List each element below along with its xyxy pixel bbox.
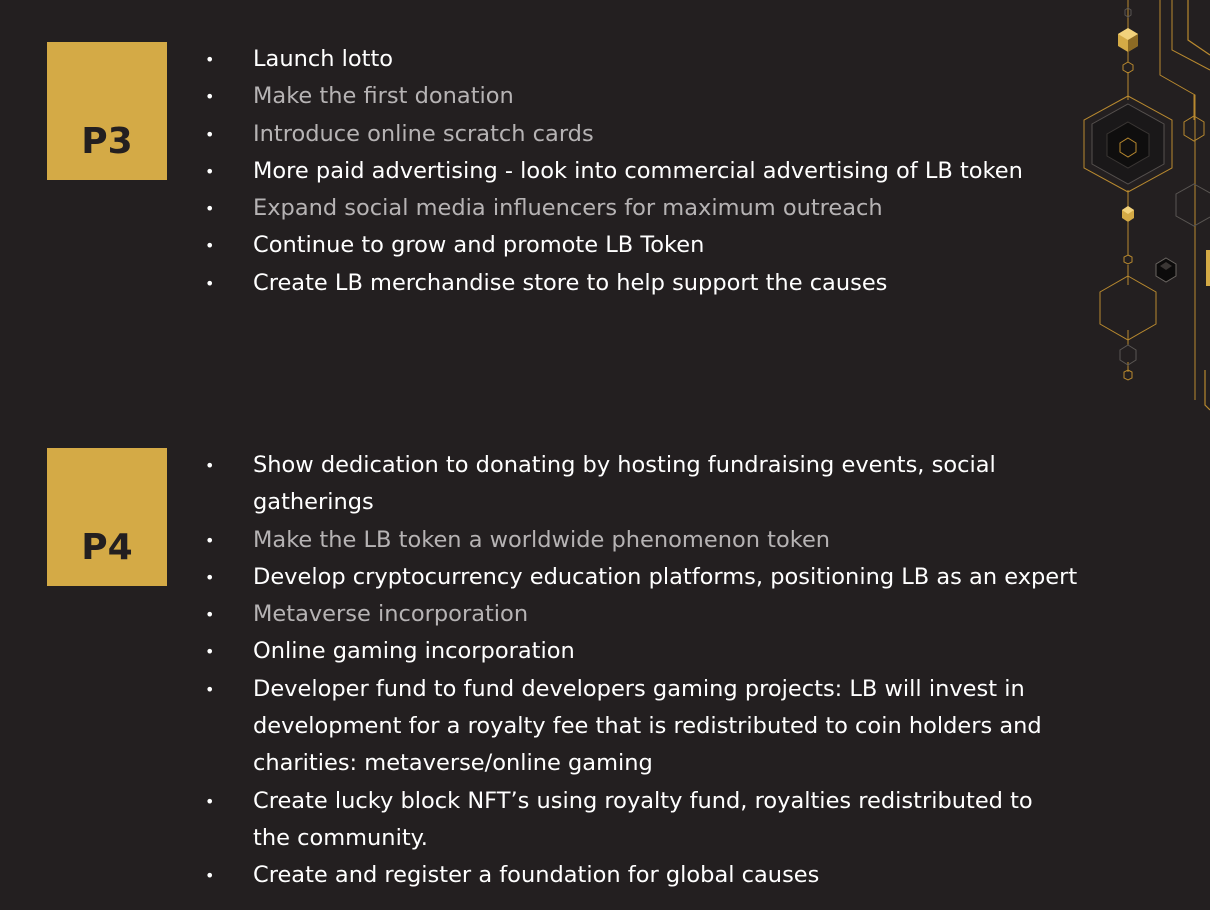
roadmap-list-p4 bbox=[205, 447, 1105, 895]
list-item bbox=[205, 522, 1105, 559]
roadmap-list-p3 bbox=[205, 41, 1105, 302]
bullet-icon: • bbox=[205, 530, 215, 550]
list-item-text: Online gaming incorporation bbox=[253, 638, 575, 665]
bullet-icon: • bbox=[205, 791, 215, 811]
bullet-icon: • bbox=[205, 50, 215, 69]
list-item-text: More paid advertising - look into commercial advertising of LB token bbox=[253, 157, 1023, 184]
bullet-icon: • bbox=[205, 456, 215, 475]
hexagon-outline-icons bbox=[1100, 62, 1204, 380]
list-item bbox=[205, 633, 1105, 670]
list-item bbox=[205, 596, 1105, 633]
bullet-icon: • bbox=[205, 567, 215, 587]
circuit-lines bbox=[1128, 0, 1210, 400]
list-item-text: Expand social media influencers for maximum outreach bbox=[253, 195, 883, 222]
list-item-text: Developer fund to fund developers gaming projects: LB will invest in development for a royalty fee that is redistributed to coin holders and charities: metaverse/online gaming bbox=[253, 675, 1042, 777]
bullet-icon: • bbox=[205, 236, 215, 256]
phase-badge-p4 bbox=[47, 448, 167, 586]
list-item bbox=[205, 671, 1043, 783]
phase-label-p3: P3 bbox=[81, 121, 133, 162]
list-item bbox=[205, 265, 1105, 302]
hexagon-gray-icons bbox=[1120, 8, 1210, 365]
bullet-icon: • bbox=[205, 199, 215, 219]
list-item-text: Show dedication to donating by hosting fundraising events, social gatherings bbox=[253, 452, 996, 516]
list-item bbox=[205, 559, 1105, 596]
edge-panels bbox=[1188, 0, 1210, 410]
list-item-text: Metaverse incorporation bbox=[253, 601, 529, 628]
list-item-text: Introduce online scratch cards bbox=[253, 120, 594, 147]
list-item-text: Continue to grow and promote LB Token bbox=[253, 232, 705, 259]
list-item-text: Launch lotto bbox=[253, 46, 394, 72]
circuit-hexagon-decoration bbox=[1070, 0, 1210, 420]
list-item bbox=[205, 227, 1105, 264]
list-item bbox=[205, 190, 1105, 227]
list-item bbox=[205, 857, 1105, 894]
list-item bbox=[205, 116, 1105, 153]
list-item-text: Create lucky block NFT’s using royalty fund, royalties redistributed to the community. bbox=[253, 787, 1033, 851]
list-item bbox=[205, 447, 1105, 522]
list-item-text: Develop cryptocurrency education platforms, positioning LB as an expert bbox=[253, 563, 1078, 590]
bullet-icon: • bbox=[205, 87, 215, 107]
bullet-icon: • bbox=[205, 866, 215, 886]
bullet-icon: • bbox=[205, 273, 215, 293]
hexagon-large-icon bbox=[1084, 96, 1172, 192]
list-item-text: Make the first donation bbox=[253, 83, 514, 110]
bullet-icon: • bbox=[205, 124, 215, 144]
list-item-text: Make the LB token a worldwide phenomenon token bbox=[253, 526, 831, 553]
list-item bbox=[205, 78, 1105, 115]
bullet-icon: • bbox=[205, 605, 215, 625]
list-item bbox=[205, 153, 1105, 190]
bullet-icon: • bbox=[205, 161, 215, 181]
phase-badge-p3 bbox=[47, 42, 167, 180]
list-item-text: Create and register a foundation for global causes bbox=[253, 862, 820, 889]
list-item-text: Create LB merchandise store to help support the causes bbox=[253, 269, 888, 296]
list-item bbox=[205, 783, 1043, 858]
list-item bbox=[205, 41, 1105, 78]
phase-label-p4: P4 bbox=[81, 527, 133, 568]
bullet-icon: • bbox=[205, 642, 215, 662]
bullet-icon: • bbox=[205, 679, 215, 699]
